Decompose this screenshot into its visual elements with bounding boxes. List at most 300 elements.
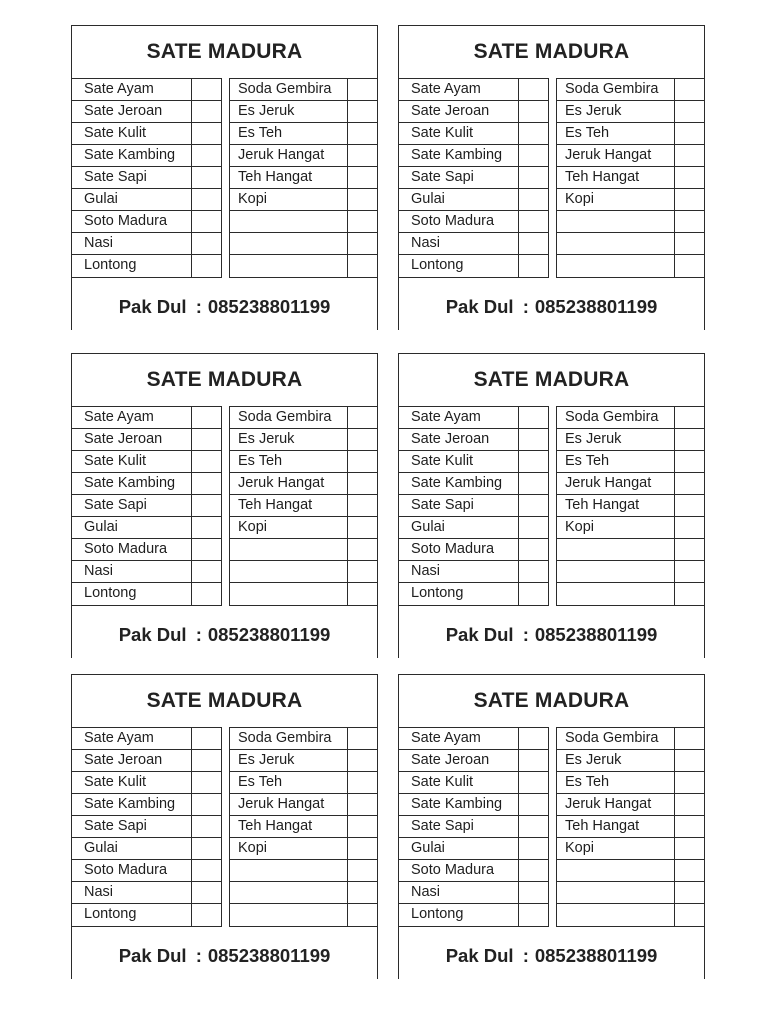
food-item-label: Lontong: [84, 257, 137, 273]
food-item-quantity-box[interactable]: [191, 451, 221, 472]
food-item-row: [72, 516, 221, 538]
drink-item-label: [557, 860, 674, 881]
contact-line: [399, 945, 704, 967]
food-item-quantity-box[interactable]: [191, 79, 221, 100]
food-item-quantity-box[interactable]: [518, 794, 548, 815]
drink-item-quantity-box[interactable]: [347, 233, 377, 254]
drink-item-label: Soda Gembira: [238, 730, 332, 746]
drink-item-quantity-box[interactable]: [347, 772, 377, 793]
drink-item-row: [557, 494, 704, 516]
food-item-row: [72, 859, 221, 881]
food-item-list: [399, 727, 549, 927]
contact-phone: 085238801199: [207, 624, 331, 645]
contact-line: [72, 296, 377, 318]
drink-item-row: [557, 232, 704, 254]
food-item-row: [72, 210, 221, 232]
food-item-quantity-box[interactable]: [518, 539, 548, 560]
drink-item-quantity-box[interactable]: [674, 407, 704, 428]
drink-item-row: [230, 144, 377, 166]
drink-item-label: Es Jeruk: [238, 752, 295, 768]
food-item-row: [399, 903, 548, 927]
card-title: SATE MADURA: [146, 689, 303, 712]
drink-item-quantity-box[interactable]: [347, 539, 377, 560]
food-item-quantity-box[interactable]: [518, 255, 548, 277]
food-item-row: [72, 472, 221, 494]
food-item-quantity-box[interactable]: [518, 473, 548, 494]
drink-item-label: Soda Gembira: [238, 81, 332, 97]
food-item-quantity-box[interactable]: [518, 495, 548, 516]
food-item-row: [72, 881, 221, 903]
drink-item-quantity-box[interactable]: [347, 211, 377, 232]
drink-item-quantity-box[interactable]: [674, 794, 704, 815]
drink-item-list: [556, 78, 704, 278]
drink-item-quantity-box[interactable]: [347, 145, 377, 166]
food-item-label: Soto Madura: [84, 862, 168, 878]
food-item-label: Sate Kambing: [84, 147, 176, 163]
food-item-quantity-box[interactable]: [191, 255, 221, 277]
drink-item-label: Jeruk Hangat: [238, 475, 325, 491]
drink-item-label: [557, 211, 674, 232]
food-item-row: [72, 727, 221, 749]
food-item-quantity-box[interactable]: [518, 233, 548, 254]
drink-item-label: Es Jeruk: [565, 431, 622, 447]
food-item-quantity-box[interactable]: [518, 167, 548, 188]
food-item-quantity-box[interactable]: [518, 882, 548, 903]
food-item-row: [72, 144, 221, 166]
drink-item-row: [230, 232, 377, 254]
food-item-row: [72, 582, 221, 606]
drink-item-quantity-box[interactable]: [347, 904, 377, 926]
food-item-label: Nasi: [411, 563, 441, 579]
drink-item-quantity-box[interactable]: [674, 123, 704, 144]
drink-item-row: [557, 78, 704, 100]
food-item-quantity-box[interactable]: [518, 123, 548, 144]
food-item-quantity-box[interactable]: [191, 429, 221, 450]
drink-item-row: [230, 78, 377, 100]
drink-item-label: Kopi: [565, 519, 595, 535]
drink-item-row: [557, 560, 704, 582]
drink-item-quantity-box[interactable]: [347, 728, 377, 749]
food-item-row: [399, 100, 548, 122]
food-item-row: [72, 406, 221, 428]
food-item-row: [399, 538, 548, 560]
drink-item-quantity-box[interactable]: [674, 79, 704, 100]
drink-item-quantity-box[interactable]: [674, 583, 704, 605]
drink-item-quantity-box[interactable]: [347, 429, 377, 450]
drink-item-label: Teh Hangat: [238, 818, 313, 834]
drink-item-quantity-box[interactable]: [674, 860, 704, 881]
food-item-quantity-box[interactable]: [518, 583, 548, 605]
drink-item-quantity-box[interactable]: [347, 495, 377, 516]
contact-name: Pak Dul: [445, 945, 514, 966]
food-item-row: [399, 428, 548, 450]
food-item-label: Sate Ayam: [411, 409, 481, 425]
food-item-label: Sate Kambing: [84, 475, 176, 491]
drink-item-row: [230, 188, 377, 210]
drink-item-quantity-box[interactable]: [674, 882, 704, 903]
food-item-row: [399, 793, 548, 815]
food-item-label: Sate Sapi: [411, 497, 474, 513]
food-item-label: Lontong: [411, 585, 464, 601]
drink-item-label: [557, 539, 674, 560]
food-item-label: Sate Sapi: [411, 818, 474, 834]
food-item-quantity-box[interactable]: [191, 233, 221, 254]
drink-item-row: [230, 210, 377, 232]
drink-item-label: [230, 860, 347, 881]
drink-item-list: [556, 727, 704, 927]
drink-item-quantity-box[interactable]: [347, 255, 377, 277]
food-item-row: [399, 254, 548, 278]
food-item-label: Sate Kulit: [411, 774, 474, 790]
contact-phone: 085238801199: [207, 296, 331, 317]
food-item-row: [72, 749, 221, 771]
contact-name: Pak Dul: [118, 296, 187, 317]
drink-item-label: Soda Gembira: [565, 81, 659, 97]
food-item-row: [72, 254, 221, 278]
drink-item-label: Jeruk Hangat: [238, 796, 325, 812]
food-item-row: [72, 428, 221, 450]
food-item-row: [399, 78, 548, 100]
drink-item-quantity-box[interactable]: [674, 539, 704, 560]
drink-item-quantity-box[interactable]: [347, 816, 377, 837]
drink-item-label: [557, 583, 674, 605]
drink-item-row: [557, 428, 704, 450]
drink-item-row: [230, 793, 377, 815]
drink-item-label: [230, 882, 347, 903]
drink-item-quantity-box[interactable]: [347, 473, 377, 494]
drink-item-label: [230, 904, 347, 926]
drink-item-row: [557, 122, 704, 144]
drink-item-row: [230, 837, 377, 859]
drink-item-quantity-box[interactable]: [347, 794, 377, 815]
food-item-row: [399, 494, 548, 516]
food-item-label: Sate Kulit: [84, 453, 147, 469]
contact-name: Pak Dul: [118, 624, 187, 645]
food-item-quantity-box[interactable]: [191, 539, 221, 560]
drink-item-quantity-box[interactable]: [674, 429, 704, 450]
food-item-row: [399, 881, 548, 903]
drink-item-label: Teh Hangat: [238, 169, 313, 185]
drink-item-label: Es Teh: [238, 453, 283, 469]
food-item-label: Sate Kulit: [411, 125, 474, 141]
food-item-quantity-box[interactable]: [191, 211, 221, 232]
food-item-quantity-box[interactable]: [191, 101, 221, 122]
drink-item-quantity-box[interactable]: [674, 750, 704, 771]
drink-item-row: [230, 560, 377, 582]
food-item-label: Lontong: [411, 906, 464, 922]
food-item-row: [72, 837, 221, 859]
food-item-row: [72, 815, 221, 837]
drink-item-label: [230, 211, 347, 232]
food-item-quantity-box[interactable]: [518, 189, 548, 210]
food-item-quantity-box[interactable]: [191, 904, 221, 926]
food-item-quantity-box[interactable]: [518, 838, 548, 859]
card-title: SATE MADURA: [473, 689, 630, 712]
drink-item-quantity-box[interactable]: [674, 495, 704, 516]
food-item-quantity-box[interactable]: [191, 407, 221, 428]
contact-separator: :: [522, 296, 529, 317]
drink-item-row: [230, 749, 377, 771]
drink-item-quantity-box[interactable]: [347, 79, 377, 100]
food-item-label: Soto Madura: [84, 213, 168, 229]
drink-item-label: Es Jeruk: [565, 752, 622, 768]
drink-item-label: Es Jeruk: [238, 431, 295, 447]
drink-item-quantity-box[interactable]: [674, 772, 704, 793]
drink-item-row: [230, 516, 377, 538]
food-item-quantity-box[interactable]: [191, 772, 221, 793]
food-item-label: Gulai: [84, 519, 118, 535]
food-item-quantity-box[interactable]: [191, 473, 221, 494]
drink-item-row: [230, 881, 377, 903]
food-item-quantity-box[interactable]: [191, 583, 221, 605]
drink-item-row: [557, 472, 704, 494]
drink-item-label: [230, 561, 347, 582]
drink-item-label: Kopi: [238, 519, 268, 535]
food-item-quantity-box[interactable]: [518, 772, 548, 793]
food-item-quantity-box[interactable]: [518, 429, 548, 450]
food-item-label: Sate Ayam: [84, 730, 154, 746]
drink-item-row: [230, 122, 377, 144]
drink-item-quantity-box[interactable]: [674, 816, 704, 837]
food-item-label: Soto Madura: [411, 541, 495, 557]
order-card: [71, 674, 378, 979]
drink-item-quantity-box[interactable]: [347, 407, 377, 428]
drink-item-row: [557, 771, 704, 793]
food-item-quantity-box[interactable]: [191, 816, 221, 837]
food-item-label: Sate Ayam: [84, 409, 154, 425]
food-item-quantity-box[interactable]: [518, 860, 548, 881]
food-item-label: Lontong: [411, 257, 464, 273]
food-item-quantity-box[interactable]: [518, 101, 548, 122]
drink-item-row: [230, 450, 377, 472]
order-card: [398, 353, 705, 658]
drink-item-label: Es Teh: [238, 774, 283, 790]
food-item-row: [399, 188, 548, 210]
food-item-row: [399, 210, 548, 232]
drink-item-row: [230, 582, 377, 606]
food-item-quantity-box[interactable]: [191, 145, 221, 166]
drink-item-row: [557, 254, 704, 278]
drink-item-row: [557, 793, 704, 815]
food-item-row: [399, 166, 548, 188]
food-item-quantity-box[interactable]: [191, 838, 221, 859]
food-item-label: Gulai: [84, 840, 118, 856]
drink-item-label: Soda Gembira: [565, 730, 659, 746]
drink-item-row: [557, 188, 704, 210]
drink-item-quantity-box[interactable]: [674, 101, 704, 122]
drink-item-row: [557, 406, 704, 428]
drink-item-row: [557, 450, 704, 472]
food-item-row: [399, 560, 548, 582]
drink-item-row: [230, 428, 377, 450]
food-item-row: [399, 859, 548, 881]
drink-item-row: [230, 771, 377, 793]
drink-item-label: Es Jeruk: [565, 103, 622, 119]
drink-item-quantity-box[interactable]: [674, 167, 704, 188]
food-item-list: [72, 727, 222, 927]
drink-item-quantity-box[interactable]: [674, 473, 704, 494]
food-item-row: [72, 100, 221, 122]
drink-item-quantity-box[interactable]: [347, 838, 377, 859]
drink-item-quantity-box[interactable]: [347, 451, 377, 472]
drink-item-list: [229, 727, 377, 927]
drink-item-label: Es Teh: [565, 125, 610, 141]
drink-item-label: Es Teh: [565, 774, 610, 790]
food-item-label: Sate Ayam: [411, 81, 481, 97]
food-item-label: Soto Madura: [411, 862, 495, 878]
food-item-quantity-box[interactable]: [518, 407, 548, 428]
food-item-quantity-box[interactable]: [518, 728, 548, 749]
food-item-label: Sate Sapi: [84, 818, 147, 834]
drink-item-list: [556, 406, 704, 606]
food-item-row: [399, 582, 548, 606]
food-item-quantity-box[interactable]: [518, 451, 548, 472]
food-item-quantity-box[interactable]: [191, 189, 221, 210]
food-item-label: Nasi: [84, 563, 114, 579]
drink-item-quantity-box[interactable]: [674, 728, 704, 749]
food-item-quantity-box[interactable]: [191, 860, 221, 881]
drink-item-quantity-box[interactable]: [674, 904, 704, 926]
food-item-quantity-box[interactable]: [191, 882, 221, 903]
drink-item-row: [230, 903, 377, 927]
drink-item-row: [230, 727, 377, 749]
drink-item-row: [230, 472, 377, 494]
drink-item-quantity-box[interactable]: [674, 145, 704, 166]
drink-item-quantity-box[interactable]: [347, 167, 377, 188]
drink-item-label: [557, 882, 674, 903]
food-item-label: Sate Sapi: [411, 169, 474, 185]
drink-item-quantity-box[interactable]: [674, 189, 704, 210]
contact-name: Pak Dul: [118, 945, 187, 966]
card-title: SATE MADURA: [473, 40, 630, 63]
drink-item-list: [229, 406, 377, 606]
contact-separator: :: [195, 945, 202, 966]
food-item-row: [72, 793, 221, 815]
drink-item-label: [230, 539, 347, 560]
food-item-label: Sate Jeroan: [411, 752, 490, 768]
drink-item-quantity-box[interactable]: [674, 838, 704, 859]
food-item-label: Nasi: [84, 884, 114, 900]
drink-item-row: [230, 406, 377, 428]
food-item-list: [399, 78, 549, 278]
drink-item-quantity-box[interactable]: [347, 561, 377, 582]
drink-item-quantity-box[interactable]: [674, 561, 704, 582]
drink-item-quantity-box[interactable]: [674, 517, 704, 538]
drink-item-row: [557, 859, 704, 881]
food-item-quantity-box[interactable]: [518, 79, 548, 100]
food-item-row: [72, 560, 221, 582]
drink-item-quantity-box[interactable]: [347, 189, 377, 210]
drink-item-label: Soda Gembira: [565, 409, 659, 425]
food-item-quantity-box[interactable]: [518, 750, 548, 771]
food-item-quantity-box[interactable]: [191, 750, 221, 771]
drink-item-row: [557, 144, 704, 166]
food-item-quantity-box[interactable]: [191, 123, 221, 144]
food-item-row: [72, 494, 221, 516]
food-item-label: Sate Kambing: [84, 796, 176, 812]
drink-item-label: [557, 255, 674, 277]
drink-item-quantity-box[interactable]: [347, 101, 377, 122]
food-item-label: Sate Sapi: [84, 497, 147, 513]
food-item-label: Soto Madura: [411, 213, 495, 229]
order-card: [398, 25, 705, 330]
contact-separator: :: [195, 296, 202, 317]
drink-item-quantity-box[interactable]: [674, 451, 704, 472]
drink-item-label: Kopi: [565, 840, 595, 856]
order-card: [71, 353, 378, 658]
food-item-quantity-box[interactable]: [191, 794, 221, 815]
drink-item-label: Es Teh: [238, 125, 283, 141]
drink-item-quantity-box[interactable]: [347, 123, 377, 144]
drink-item-label: Jeruk Hangat: [565, 147, 652, 163]
food-item-label: Sate Jeroan: [84, 752, 163, 768]
food-item-label: Nasi: [411, 884, 441, 900]
drink-item-row: [230, 100, 377, 122]
card-title: SATE MADURA: [473, 368, 630, 391]
drink-item-quantity-box[interactable]: [347, 583, 377, 605]
food-item-quantity-box[interactable]: [518, 145, 548, 166]
drink-item-row: [557, 516, 704, 538]
drink-item-quantity-box[interactable]: [347, 517, 377, 538]
drink-item-label: Teh Hangat: [238, 497, 313, 513]
food-item-label: Sate Jeroan: [411, 103, 490, 119]
food-item-label: Gulai: [411, 840, 445, 856]
drink-item-quantity-box[interactable]: [674, 211, 704, 232]
drink-item-quantity-box[interactable]: [674, 233, 704, 254]
drink-item-row: [230, 254, 377, 278]
drink-item-label: Teh Hangat: [565, 818, 640, 834]
food-item-label: Sate Jeroan: [411, 431, 490, 447]
drink-item-row: [557, 837, 704, 859]
drink-item-quantity-box[interactable]: [347, 860, 377, 881]
drink-item-quantity-box[interactable]: [347, 750, 377, 771]
food-item-quantity-box[interactable]: [191, 495, 221, 516]
food-item-row: [399, 727, 548, 749]
drink-item-row: [557, 727, 704, 749]
food-item-label: Lontong: [84, 585, 137, 601]
food-item-row: [399, 122, 548, 144]
food-item-label: Sate Sapi: [84, 169, 147, 185]
food-item-label: Sate Jeroan: [84, 103, 163, 119]
food-item-row: [72, 122, 221, 144]
food-item-quantity-box[interactable]: [191, 517, 221, 538]
food-item-quantity-box[interactable]: [518, 904, 548, 926]
drink-item-row: [557, 100, 704, 122]
contact-phone: 085238801199: [534, 945, 658, 966]
food-item-row: [399, 450, 548, 472]
food-item-quantity-box[interactable]: [191, 728, 221, 749]
drink-item-label: Kopi: [238, 840, 268, 856]
food-item-quantity-box[interactable]: [518, 561, 548, 582]
food-item-quantity-box[interactable]: [191, 167, 221, 188]
drink-item-quantity-box[interactable]: [347, 882, 377, 903]
contact-line: [399, 296, 704, 318]
food-item-label: Nasi: [411, 235, 441, 251]
food-item-quantity-box[interactable]: [518, 517, 548, 538]
drink-item-row: [557, 815, 704, 837]
food-item-quantity-box[interactable]: [518, 211, 548, 232]
food-item-quantity-box[interactable]: [518, 816, 548, 837]
food-item-label: Nasi: [84, 235, 114, 251]
drink-item-label: Jeruk Hangat: [238, 147, 325, 163]
contact-separator: :: [195, 624, 202, 645]
food-item-quantity-box[interactable]: [191, 561, 221, 582]
food-item-row: [399, 815, 548, 837]
drink-item-quantity-box[interactable]: [674, 255, 704, 277]
food-item-row: [72, 771, 221, 793]
food-item-row: [399, 837, 548, 859]
food-item-label: Sate Kulit: [84, 125, 147, 141]
